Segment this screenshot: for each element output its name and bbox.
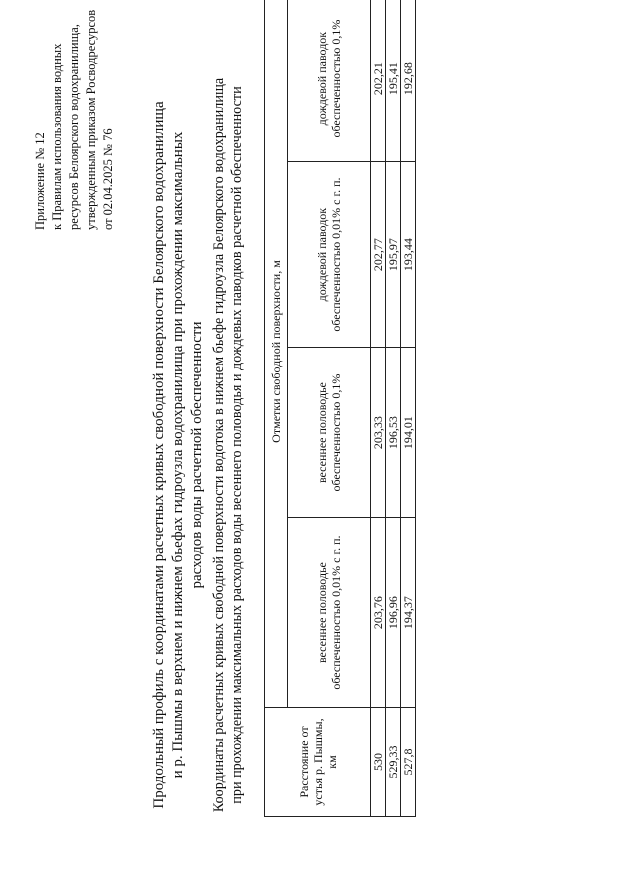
- appendix-date: от 02.04.2025 № 76: [101, 128, 115, 230]
- distance-header: Расстояние от устья р. Пышмы, км: [265, 708, 371, 817]
- title-line: Продольный профиль с координатами расчетных кривых свободной поверхности Белоярского водохранилища: [151, 101, 167, 809]
- column-header: дождевой паводок обеспеченностью 0,1%: [288, 0, 371, 162]
- table-cell: 195,41: [386, 0, 401, 162]
- appendix-text-line: к Правилам использования водных: [50, 43, 64, 230]
- appendix-header: [32, 0, 117, 230]
- table-row: [371, 0, 386, 817]
- table-cell: 196,96: [386, 518, 401, 708]
- caption-line: Координаты расчетных кривых свободной поверхности водотока в нижнем бьефе гидроузла Белоярского водохранилища: [211, 77, 227, 813]
- table-cell: 195,97: [386, 162, 401, 348]
- table-cell: 194,01: [401, 347, 416, 517]
- distance-cell: 530: [371, 708, 386, 817]
- table-cell: 193,44: [401, 162, 416, 348]
- table-row: [401, 0, 416, 817]
- document-title: [150, 75, 207, 835]
- table-cell: 202,77: [371, 162, 386, 348]
- surface-elevation-table: [264, 0, 416, 817]
- column-header: весеннее половодье обеспеченностью 0,1%: [288, 347, 371, 517]
- title-line: расходов воды расчетной обеспеченности: [189, 321, 205, 589]
- appendix-number: Приложение № 12: [33, 132, 47, 230]
- table-cell: 196,53: [386, 347, 401, 517]
- distance-cell: 529,33: [386, 708, 401, 817]
- distance-cell: 527,8: [401, 708, 416, 817]
- caption-line: при прохождении максимальных расходов воды весеннего половодья и дождевых паводков расчетной обеспеченности: [229, 86, 245, 804]
- appendix-text-line: утвержденным приказом Росводресурсов: [84, 9, 98, 230]
- table-caption: [210, 35, 246, 855]
- table-cell: 194,37: [401, 518, 416, 708]
- column-header: дождевой паводок обеспеченностью 0,01% с г. п.: [288, 162, 371, 348]
- title-line: и р. Пышмы в верхнем и нижнем бьефах гидроузла водохранилища при прохождении максимальных: [170, 131, 186, 779]
- table-cell: 202,21: [371, 0, 386, 162]
- table-cell: 203,76: [371, 518, 386, 708]
- table-cell: 203,33: [371, 347, 386, 517]
- appendix-text-line: ресурсов Белоярского водохранилища,: [67, 24, 81, 230]
- elevation-group-header: Отметки свободной поверхности, м: [265, 0, 288, 708]
- table-row: [386, 0, 401, 817]
- table-cell: 192,68: [401, 0, 416, 162]
- column-header: весеннее половодье обеспеченностью 0,01% с г. п.: [288, 518, 371, 708]
